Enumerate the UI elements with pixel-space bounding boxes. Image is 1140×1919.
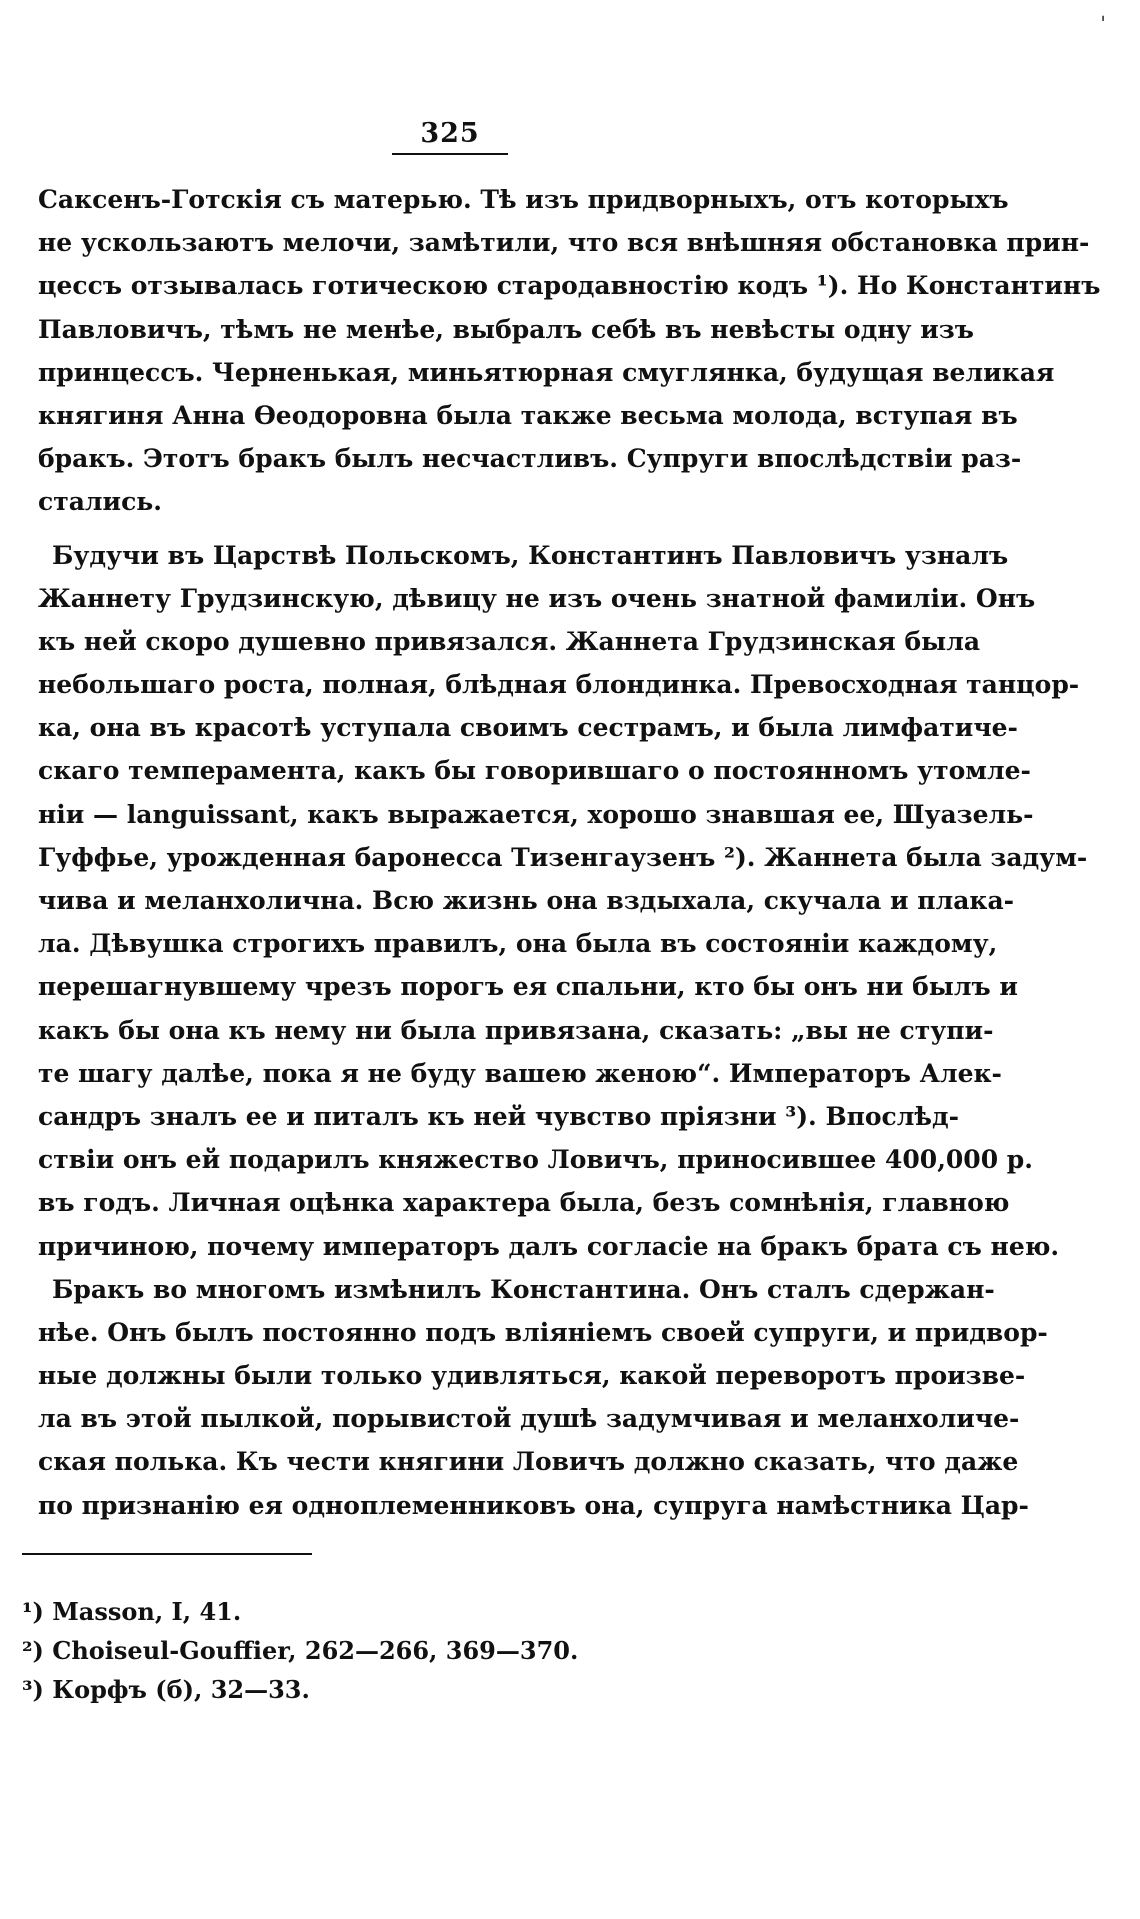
text-line: Саксенъ-Готскія съ матерью. Тѣ изъ придворныхъ, отъ которыхъ — [38, 185, 1009, 214]
text-line: Гуффье, урожденная баронесса Тизенгаузенъ ²). Жаннета была задум- — [38, 842, 1088, 872]
text-line: по признанію ея одноплеменниковъ она, супруга намѣстника Цар- — [38, 1490, 1029, 1520]
footnote-mark: ³) — [22, 1675, 44, 1704]
margin-speck: ˈ — [1100, 14, 1107, 39]
text-line: ніи — languissant, какъ выражается, хорошо знавшая ее, Шуазель- — [38, 799, 1034, 829]
footnote — [22, 1592, 722, 1631]
text-line: цессъ отзывалась готическою стародавностію кодъ ¹). Но Константинъ — [38, 271, 1101, 301]
text-line: Павловичъ, тѣмъ не менѣе, выбралъ себѣ въ невѣсты одну изъ — [38, 314, 974, 344]
footnote — [22, 1670, 722, 1709]
text-line: Жаннету Грудзинскую, дѣвицу не изъ очень знатной фамиліи. Онъ — [38, 583, 1036, 613]
page-number-rule — [392, 153, 508, 155]
text-line: Будучи въ Царствѣ Польскомъ, Константинъ Павловичъ узналъ — [52, 540, 1009, 570]
footnote — [22, 1631, 722, 1670]
text-line: принцессъ. Черненькая, миньятюрная смуглянка, будущая великая — [38, 357, 1055, 387]
text-line: нѣе. Онъ былъ постоянно подъ вліяніемъ своей супруги, и придвор- — [38, 1317, 1048, 1347]
text-line: перешагнувшему чрезъ порогъ ея спальни, кто бы онъ ни былъ и — [38, 972, 1018, 1002]
text-line: бракъ. Этотъ бракъ былъ несчастливъ. Супруги впослѣдствіи раз- — [38, 444, 1022, 474]
text-line: не ускользаютъ мелочи, замѣтили, что вся внѣшняя обстановка прин- — [38, 228, 1090, 258]
text-line: ла. Дѣвушка строгихъ правилъ, она была въ состояніи каждому, — [38, 929, 998, 959]
text-line: скаго темперамента, какъ бы говорившаго о постоянномъ утомле- — [38, 756, 1031, 786]
text-line: стались. — [38, 487, 162, 517]
footnote-text: Choiseul-Gouffier, 262—266, 369—370. — [43, 1636, 579, 1665]
text-line: сандръ зналъ ее и питалъ къ ней чувство пріязни ³). Впослѣд- — [38, 1101, 960, 1131]
text-line: какъ бы она къ нему ни была привязана, сказать: „вы не ступи- — [38, 1015, 994, 1045]
text-line: къ ней скоро душевно привязался. Жаннета Грудзинская была — [38, 626, 981, 656]
text-line: ла въ этой пылкой, порывистой душѣ задумчивая и меланхоличе- — [38, 1404, 1020, 1434]
footnote-mark: ²) — [22, 1636, 44, 1665]
text-line: ствіи онъ ей подарилъ княжество Ловичъ, приносившее 400,000 р. — [38, 1145, 1033, 1175]
text-line: Бракъ во многомъ измѣнилъ Константина. Онъ сталъ сдержан- — [52, 1274, 995, 1304]
text-line: ные должны были только удивляться, какой переворотъ произве- — [38, 1361, 1026, 1391]
text-line: ка, она въ красотѣ уступала своимъ сестрамъ, и была лимфатиче- — [38, 713, 1018, 743]
footnote-divider — [22, 1553, 312, 1555]
footnote-text: Masson, I, 41. — [43, 1597, 242, 1626]
footnotes — [22, 1592, 722, 1709]
text-line: чива и меланхолична. Всю жизнь она вздыхала, скучала и плака- — [38, 886, 1015, 915]
text-line: те шагу далѣе, пока я не буду вашею женою“. Императоръ Алек- — [38, 1058, 1002, 1088]
text-line: причиною, почему императоръ далъ согласіе на бракъ брата съ нею. — [38, 1231, 1060, 1261]
body-text — [38, 178, 1101, 1527]
text-line: княгиня Анна Ѳеодоровна была также весьма молода, вступая въ — [38, 400, 1018, 430]
footnote-mark: ¹) — [22, 1597, 44, 1626]
footnote-text: Корфъ (б), 32—33. — [43, 1675, 310, 1704]
text-line: въ годъ. Личная оцѣнка характера была, безъ сомнѣнія, главною — [38, 1188, 1010, 1218]
text-line: ская полька. Къ чести княгини Ловичъ должно сказать, что даже — [38, 1447, 1019, 1477]
page-number: 325 — [420, 118, 480, 149]
text-line: небольшаго роста, полная, блѣдная блондинка. Превосходная танцор- — [38, 670, 1080, 700]
